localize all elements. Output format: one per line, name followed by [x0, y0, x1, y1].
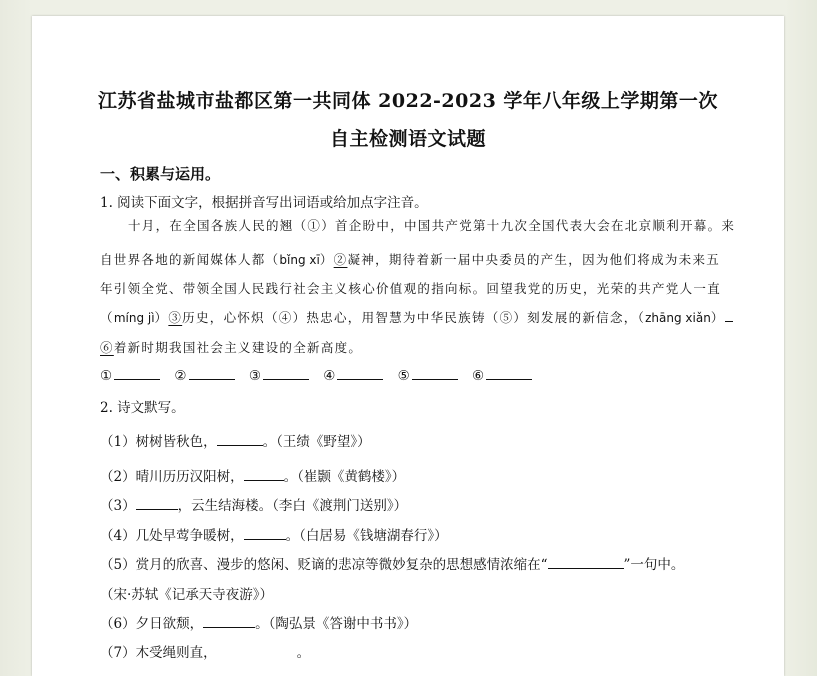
poem-text: （2）晴川历历汉阳树，: [100, 469, 244, 485]
poem-text: （3）: [100, 498, 136, 514]
poem-source: （宋·苏轼《记承天寺夜游》）: [100, 587, 274, 603]
section-heading: 一、积累与运用。: [100, 165, 221, 183]
answer-blank[interactable]: [725, 307, 733, 322]
answer-blank[interactable]: [244, 466, 284, 481]
answer-blank-6[interactable]: [486, 367, 532, 380]
poem-text: （4）几处早莺争暖树，: [100, 528, 244, 544]
question-2-prompt: 2. 诗文默写。: [100, 400, 185, 416]
poem-text: （6）夕日欲颓，: [100, 616, 204, 632]
poem-source: ，云生结海楼。（李白《渡荆门送别》）: [177, 498, 408, 514]
passage-line-5: [100, 338, 362, 356]
pinyin: míng jì: [113, 311, 155, 325]
passage-line-4: [100, 307, 733, 326]
answer-label-1: ①: [100, 368, 113, 384]
poem-source: 。（陶弘景《答谢中书书》）: [255, 616, 418, 632]
answer-blank-3[interactable]: [263, 367, 309, 380]
question-1-prompt: 1. 阅读下面文字，根据拼音写出词语或给加点字注音。: [100, 195, 428, 211]
passage-text: ）: [154, 310, 169, 325]
answer-blank[interactable]: [548, 554, 624, 569]
passage-text: （: [100, 310, 114, 325]
answer-label-4: ④: [323, 368, 336, 384]
answer-blank[interactable]: [217, 431, 263, 446]
answer-label-6: ⑥: [472, 368, 485, 384]
passage-line-3: 年引领全党、带领全国人民践行社会主义核心价值观的指向标。回望我党的历史，光荣的共产党人一直: [100, 281, 722, 296]
answer-blank[interactable]: [244, 525, 286, 540]
poem-source: 。（崔颢《黄鹤楼》）: [283, 469, 406, 485]
answer-blanks-row: [100, 367, 542, 384]
poem-item-2: [100, 465, 405, 485]
page-title-line-2: 自主检测语文试题: [329, 128, 486, 150]
blank-marker-3: ③: [168, 310, 183, 325]
page-title-line-1: 江苏省盐城市盐都区第一共同体 2022-2023 学年八年级上学期第一次: [98, 90, 718, 112]
answer-blank-4[interactable]: [337, 367, 383, 380]
poem-item-6: [100, 612, 417, 632]
answer-blank-1[interactable]: [114, 367, 160, 380]
answer-label-2: ②: [174, 368, 187, 384]
answer-label-3: ③: [248, 368, 261, 384]
poem-source: 。（王绩《野望》）: [262, 434, 371, 450]
answer-blank-5[interactable]: [412, 367, 458, 380]
poem-item-5: [100, 553, 684, 573]
poem-source: 。（白居易《钱塘湖春行》）: [285, 528, 448, 544]
answer-blank[interactable]: [203, 613, 255, 628]
poem-text: （1）树树皆秋色，: [100, 434, 217, 450]
blank-marker-2: ②: [333, 252, 348, 267]
pinyin: zhāng xiǎn: [645, 311, 711, 325]
answer-blank-2[interactable]: [189, 367, 235, 380]
passage-text: ）: [710, 310, 725, 325]
poem-source: 。: [296, 645, 311, 661]
passage-text: 凝神，期待着新一届中央委员的产生，因为他们将成为未来五: [347, 252, 721, 267]
passage-line-1: 十月，在全国各族人民的翘（①）首企盼中，中国共产党第十九次全国代表大会在北京顺利开幕。来: [128, 218, 736, 233]
passage-text: 自世界各地的新闻媒体人都（: [100, 252, 280, 267]
poem-text: （7）木受绳则直，: [100, 645, 217, 661]
poem-item-7: [100, 641, 310, 661]
poem-item-5-source: [100, 583, 273, 603]
passage-line-2: [100, 250, 720, 268]
poem-source: ”一句中。: [623, 557, 685, 573]
poem-item-1: [100, 430, 371, 450]
answer-label-5: ⑤: [397, 368, 410, 384]
pinyin: bǐng xī: [279, 253, 320, 267]
answer-blank[interactable]: [217, 642, 297, 657]
passage-text: 历史，心怀炽（④）热忠心，用智慧为中华民族铸（⑤）刻发展的新信念，（: [182, 310, 646, 325]
document-page: [32, 16, 784, 676]
poem-text: （5）赏月的欣喜、漫步的悠闲、贬谪的悲凉等微妙复杂的思想感情浓缩在“: [100, 557, 548, 573]
passage-text: ）: [319, 252, 334, 267]
answer-blank[interactable]: [136, 495, 178, 510]
poem-item-4: [100, 524, 448, 544]
blank-marker-6: ⑥: [100, 340, 114, 355]
poem-item-3: [100, 494, 407, 514]
passage-text: 着新时期我国社会主义建设的全新高度。: [113, 340, 363, 355]
